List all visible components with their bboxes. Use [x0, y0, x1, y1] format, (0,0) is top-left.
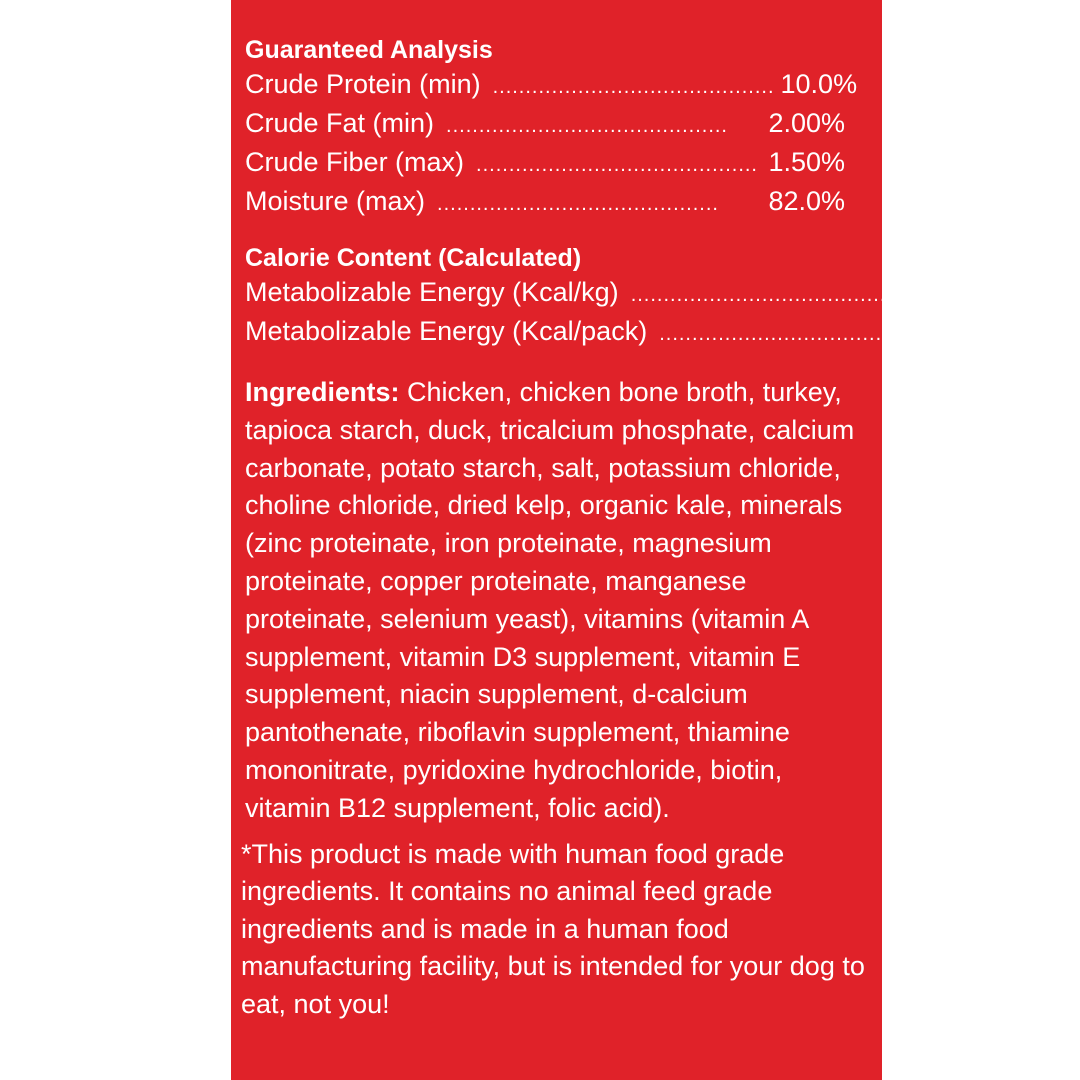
analysis-row-name: Moisture (max) — [245, 186, 426, 216]
analysis-row-crude-fat — [245, 105, 845, 144]
section-spacer — [245, 828, 875, 836]
ingredients-label: Ingredients: — [245, 377, 400, 407]
analysis-row-name: Crude Fiber (max) — [245, 147, 465, 177]
dot-leader: ........................................... — [492, 76, 775, 98]
calorie-content-heading: Calorie Content (Calculated) — [245, 244, 582, 272]
analysis-row-value: 1.50% — [768, 147, 845, 177]
section-spacer — [245, 222, 875, 242]
calorie-row-kcal-kg — [245, 274, 964, 313]
dot-leader: ........................................... — [659, 323, 942, 345]
calorie-row-kcal-pack — [245, 313, 993, 352]
analysis-row-value: 10.0% — [780, 69, 858, 99]
dot-leader: ........................................... — [476, 154, 758, 176]
nutrition-label-panel — [231, 0, 993, 1080]
calorie-row-name: Metabolizable Energy (Kcal/pack) — [245, 316, 648, 346]
analysis-row-value: 82.0% — [768, 186, 845, 216]
guaranteed-analysis-heading: Guaranteed Analysis — [245, 36, 493, 64]
human-grade-note: *This product is made with human food grade ingredients. It contains no animal feed grade ingredients and is made in a human food manufacturing facility, but is intended for your dog to eat, not you! — [241, 838, 865, 1019]
analysis-row-crude-protein — [245, 66, 858, 105]
calorie-row-name: Metabolizable Energy (Kcal/kg) — [245, 277, 619, 307]
dot-leader: ........................................... — [437, 193, 719, 215]
analysis-row-crude-fiber — [245, 144, 845, 183]
ingredients-paragraph — [245, 374, 873, 828]
section-spacer — [245, 352, 875, 374]
ingredients-text: Chicken, chicken bone broth, turkey, tapioca starch, duck, tricalcium phosphate, calcium carbonate, potato starch, salt, potassium chloride, choline chloride, dried kelp, organic kale, minerals (zinc proteinate, iron proteinate, magnesium proteinate, copper proteinate, manganese proteinate, selenium yeast), vitamins (vitamin A supplement, vitamin D3 supplement, vitamin E supplement, niacin supplement, d-calcium pantothenate, riboflavin supplement, thiamine mononitrate, pyridoxine hydrochloride, biotin, vitamin B12 supplement, folic acid). — [245, 377, 855, 823]
dot-leader: ........................................... — [446, 115, 728, 137]
analysis-row-moisture — [245, 183, 845, 222]
analysis-row-value: 2.00% — [768, 108, 845, 138]
dot-leader: ........................................... — [630, 284, 913, 306]
analysis-row-name: Crude Fat (min) — [245, 108, 435, 138]
calorie-row-value: 759 — [918, 277, 964, 307]
calorie-row-value: 236 — [947, 316, 993, 346]
analysis-row-name: Crude Protein (min) — [245, 69, 481, 99]
label-content — [241, 34, 993, 1023]
